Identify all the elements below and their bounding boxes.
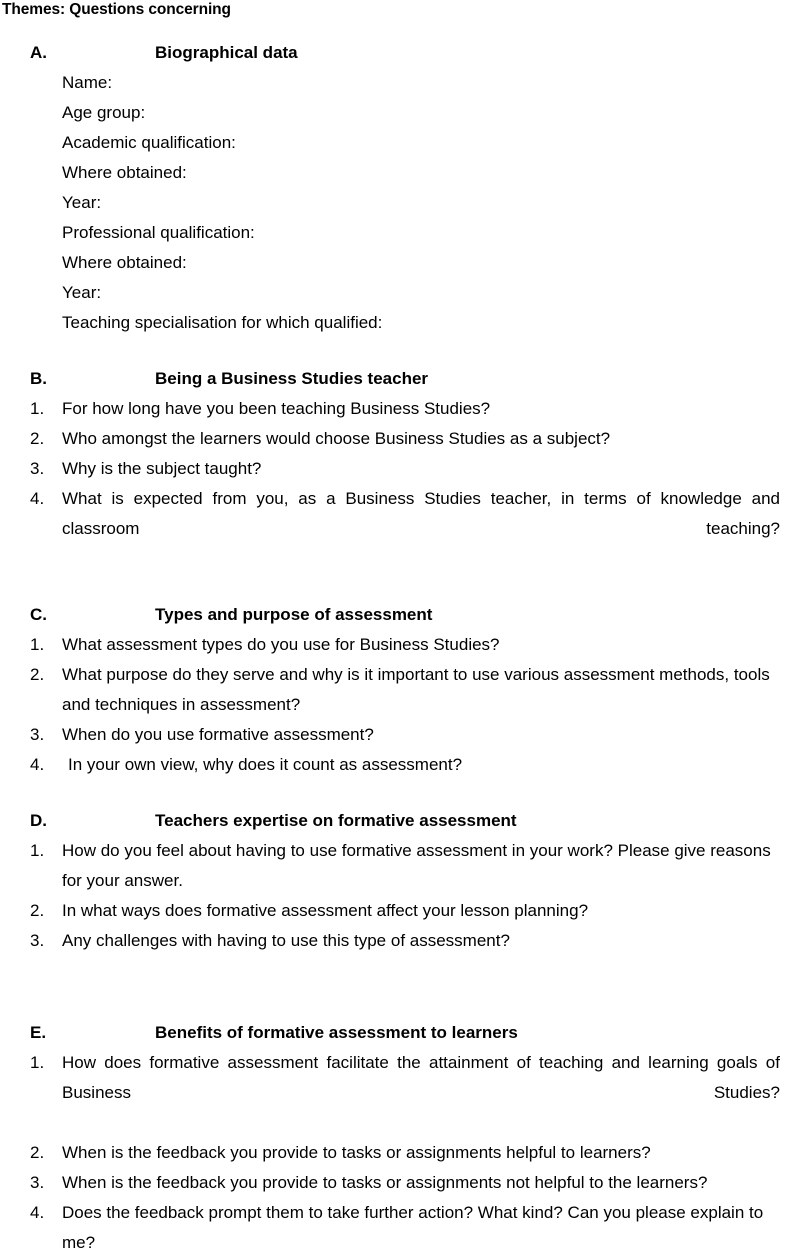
section-d xyxy=(0,806,785,956)
section-heading xyxy=(0,600,785,630)
question-list xyxy=(0,1048,785,1258)
biographical-field-list xyxy=(0,68,785,338)
question-number: 4. xyxy=(30,755,45,774)
question-number: 3. xyxy=(30,931,45,950)
question-text: For how long have you been teaching Business Studies? xyxy=(62,399,491,418)
question-text: When do you use formative assessment? xyxy=(62,725,374,744)
section-letter: C. xyxy=(30,605,47,624)
question-text: In your own view, why does it count as assessment? xyxy=(68,755,463,774)
question-item xyxy=(0,484,785,574)
field-label: Age group: xyxy=(62,103,146,122)
section-title: Being a Business Studies teacher xyxy=(155,369,429,388)
question-number: 3. xyxy=(30,1173,45,1192)
question-text: Any challenges with having to use this type of assessment? xyxy=(62,931,510,950)
question-item xyxy=(0,1138,785,1168)
question-list xyxy=(0,394,785,574)
section-e xyxy=(0,1018,785,1258)
question-text: What purpose do they serve and why is it important to use various assessment methods, tools and techniques in assessment? xyxy=(62,665,770,714)
section-title: Benefits of formative assessment to learners xyxy=(155,1023,518,1042)
question-number: 3. xyxy=(30,725,45,744)
question-text: Who amongst the learners would choose Business Studies as a subject? xyxy=(62,429,611,448)
section-letter: B. xyxy=(30,369,47,388)
section-heading xyxy=(0,806,785,836)
question-number: 2. xyxy=(30,665,45,684)
question-item xyxy=(0,394,785,424)
question-text: How do you feel about having to use formative assessment in your work? Please give reasons for your answer. xyxy=(62,841,771,890)
question-number: 1. xyxy=(30,841,45,860)
section-letter: D. xyxy=(30,811,47,830)
field-label: Teaching specialisation for which qualified: xyxy=(62,313,383,332)
question-item xyxy=(0,660,785,720)
section-letter: A. xyxy=(30,43,47,62)
question-number: 2. xyxy=(30,1143,45,1162)
question-text: How does formative assessment facilitate the attainment of teaching and learning goals of Business Studies? xyxy=(62,1053,780,1102)
question-item xyxy=(0,896,785,926)
question-item xyxy=(0,750,785,780)
question-text: What assessment types do you use for Business Studies? xyxy=(62,635,500,654)
question-number: 4. xyxy=(30,489,45,508)
section-title: Types and purpose of assessment xyxy=(155,605,433,624)
question-number: 2. xyxy=(30,901,45,920)
field-label: Name: xyxy=(62,73,113,92)
question-number: 1. xyxy=(30,1053,45,1072)
question-text: In what ways does formative assessment affect your lesson planning? xyxy=(62,901,589,920)
section-letter: E. xyxy=(30,1023,47,1042)
page-title: Themes: Questions concerning xyxy=(2,1,231,18)
field-label: Academic qualification: xyxy=(62,133,236,152)
question-item xyxy=(0,1048,785,1138)
document-body xyxy=(0,38,785,1258)
question-list xyxy=(0,630,785,780)
question-number: 1. xyxy=(30,635,45,654)
question-item xyxy=(0,630,785,660)
field-label: Year: xyxy=(62,283,102,302)
section-heading xyxy=(0,364,785,394)
section-title: Teachers expertise on formative assessment xyxy=(155,811,517,830)
field-label: Where obtained: xyxy=(62,163,187,182)
section-a xyxy=(0,38,785,338)
question-item xyxy=(0,1168,785,1198)
question-text: When is the feedback you provide to tasks or assignments helpful to learners? xyxy=(62,1143,651,1162)
question-item xyxy=(0,1198,785,1258)
question-item xyxy=(0,424,785,454)
question-list xyxy=(0,836,785,956)
question-text: Does the feedback prompt them to take further action? What kind? Can you please explain to me? xyxy=(62,1203,764,1252)
field-label: Year: xyxy=(62,193,102,212)
question-item xyxy=(0,454,785,484)
section-title: Biographical data xyxy=(155,43,298,62)
question-number: 1. xyxy=(30,399,45,418)
question-item xyxy=(0,720,785,750)
section-heading xyxy=(0,38,785,68)
question-number: 2. xyxy=(30,429,45,448)
question-item xyxy=(0,836,785,896)
section-heading xyxy=(0,1018,785,1048)
question-text: What is expected from you, as a Business Studies teacher, in terms of knowledge and classroom teaching? xyxy=(62,489,780,538)
question-item xyxy=(0,926,785,956)
field-label: Where obtained: xyxy=(62,253,187,272)
section-c xyxy=(0,600,785,780)
question-number: 4. xyxy=(30,1203,45,1222)
question-text: When is the feedback you provide to tasks or assignments not helpful to the learners? xyxy=(62,1173,708,1192)
question-text: Why is the subject taught? xyxy=(62,459,262,478)
field-label: Professional qualification: xyxy=(62,223,255,242)
question-number: 3. xyxy=(30,459,45,478)
section-b xyxy=(0,364,785,574)
